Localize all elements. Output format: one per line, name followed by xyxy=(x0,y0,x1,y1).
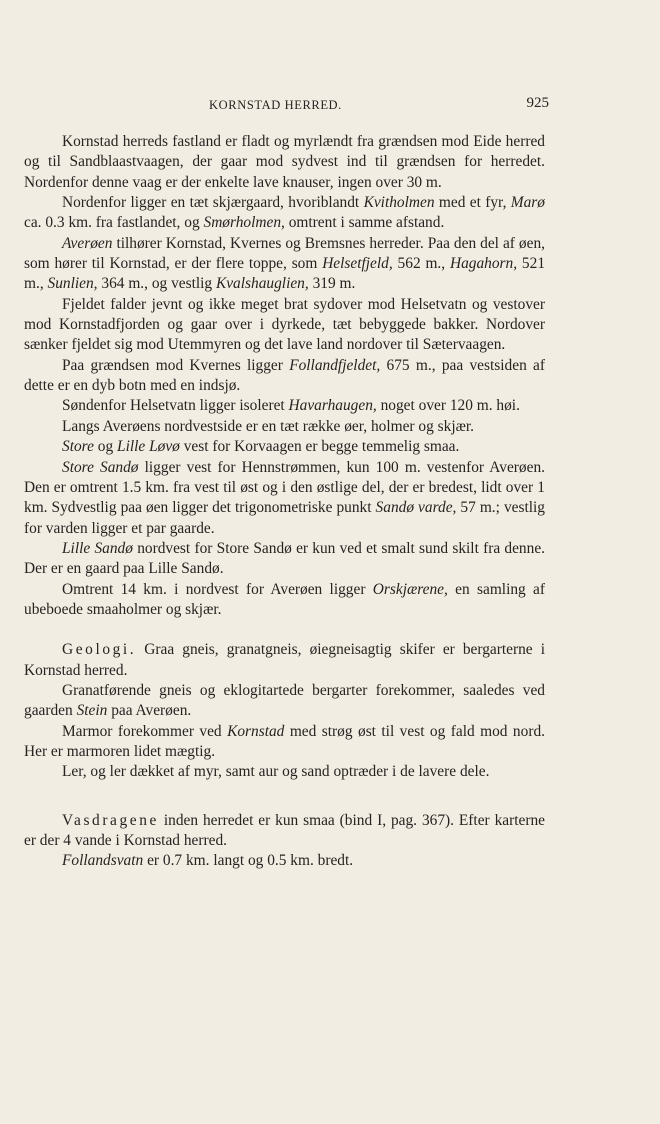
text-run: tilhører Kornstad, Kvernes og Bremsnes herreder. Paa den del af øen, som hører til Kornstad, er der flere toppe, som xyxy=(24,234,545,273)
text-run: 57 m.; vestlig for varden ligger et par gaarde. xyxy=(24,499,545,537)
text-run: Marmor forekommer ved xyxy=(62,722,228,740)
text-run: paa Averøen. xyxy=(107,702,192,720)
text-run: er 0.7 km. langt og 0.5 km. bredt. xyxy=(143,852,354,870)
section-heading: Vasdragene xyxy=(62,811,159,829)
section-spacer xyxy=(24,620,545,640)
text-run: 319 m. xyxy=(308,275,356,293)
paragraph-follandsvatn xyxy=(24,851,545,871)
place-name: Store Sandø xyxy=(62,458,139,476)
text-run: Nordenfor ligger en tæt skjærgaard, hvoriblandt xyxy=(62,194,364,212)
text-run: Søndenfor Helsetvatn ligger isoleret xyxy=(62,397,289,415)
place-name: Store xyxy=(62,438,94,456)
text-run: nordvest for Store Sandø er kun ved et smalt sund skilt fra denne. Der er en gaard paa Lille Sandø. xyxy=(24,539,546,578)
paragraph-store-sando xyxy=(24,458,545,539)
place-name: Sunlien, xyxy=(47,275,98,293)
text-run: 562 m., xyxy=(392,255,450,273)
text-run: Granatførende gneis og eklogitartede bergarter forekommer, saaledes ved gaarden xyxy=(24,681,545,720)
text-run: med strøg øst til vest og fald mod nord. Her er marmoren lidet mægtig. xyxy=(24,722,545,760)
running-header xyxy=(209,95,549,113)
paragraph-love xyxy=(24,437,545,457)
paragraph-averoen xyxy=(24,234,545,295)
place-name: Helsetfjeld, xyxy=(322,255,393,273)
paragraph-skjaergaard xyxy=(24,193,545,234)
text-run: 675 m., paa vestsiden af dette er en dyb botn med en indsjø. xyxy=(24,356,545,395)
place-name: Hagahorn, xyxy=(449,255,518,273)
paragraph-fastland: Kornstad herreds fastland er fladt og myrlændt fra grændsen mod Eide herred og til Sandblaastvaagen, der gaar mod sydvest ind til grændsen for herredet. Nordenfor denne vaag er der enkelte lave knauser, ingen over 30 m. xyxy=(24,133,545,191)
text-run: Paa grændsen mod Kvernes ligger xyxy=(62,356,290,374)
text-run: ca. 0.3 km. fra fastlandet, og xyxy=(24,214,204,232)
paragraph-marmor xyxy=(24,722,545,763)
place-name: Kvitholmen xyxy=(363,194,435,212)
place-name: Stein xyxy=(76,702,108,720)
section-spacer xyxy=(24,783,545,811)
text-run: noget over 120 m. høi. xyxy=(376,397,520,415)
place-name: Smørholmen, xyxy=(203,214,285,232)
place-name: Averøen xyxy=(62,234,113,252)
body-text xyxy=(24,132,545,872)
page-number: 925 xyxy=(526,95,549,111)
place-name: Lille Løvø xyxy=(117,438,180,456)
place-name: Kornstad xyxy=(227,722,285,740)
paragraph-ler: Ler, og ler dækket af myr, samt aur og sand optræder i de lavere dele. xyxy=(62,763,490,781)
place-name: Orskjærene, xyxy=(372,580,448,598)
place-name: Sandø varde, xyxy=(375,499,457,517)
text-run: 364 m., og vestlig xyxy=(97,275,216,293)
text-run: en samling af ubeboede smaaholmer og skjær. xyxy=(24,580,545,618)
text-run: Graa gneis, granatgneis, øiegneisagtig skifer er bergarterne i Kornstad herred. xyxy=(24,641,545,679)
text-run: Omtrent 14 km. i nordvest for Averøen ligger xyxy=(62,580,373,598)
paragraph-fjeldet: Fjeldet falder jevnt og ikke meget brat sydover mod Helsetvatn og vestover mod Kornstadfjorden og gaar over i dyrkede, tæt bebyggede bakker. Nordover sænker fjeldet sig mod Utemmyren og det lave land nordover til Sætervaagen. xyxy=(24,295,545,354)
paragraph-geologi xyxy=(24,640,545,681)
paragraph-follandfjeldet xyxy=(24,356,545,397)
text-run: omtrent i samme afstand. xyxy=(284,214,445,232)
text-run: med et fyr, xyxy=(434,194,511,212)
place-name: Follandsvatn xyxy=(62,852,144,870)
text-run: 521 m., xyxy=(24,255,546,293)
text-run: vest for Korvaagen er begge temmelig smaa. xyxy=(179,438,460,456)
paragraph-vasdragene xyxy=(24,811,545,852)
text-run: og xyxy=(93,438,118,456)
place-name: Follandfjeldet, xyxy=(289,356,381,374)
running-title: KORNSTAD HERRED. xyxy=(209,98,342,112)
paragraph-havarhaugen xyxy=(24,396,545,416)
paragraph-nordvestside: Langs Averøens nordvestside er en tæt række øer, holmer og skjær. xyxy=(62,417,474,435)
section-heading: Geologi. xyxy=(62,641,137,659)
place-name: Havarhaugen, xyxy=(288,397,377,415)
text-run: ligger vest for Hennstrømmen, kun 100 m. vestenfor Averøen. Den er omtrent 1.5 km. fra vest til øst og i den østlige del, der er bredest, lidt over 1 km. Sydvestlig paa øen ligger det trigonometriske punkt xyxy=(24,458,545,517)
text-run: inden herredet er kun smaa (bind I, pag. 367). Efter karterne er der 4 vande i Kornstad herred. xyxy=(24,811,545,849)
paragraph-orskjaerene xyxy=(24,580,545,621)
paragraph-lille-sando xyxy=(24,539,545,580)
place-name: Kvalshauglien, xyxy=(215,275,309,293)
paragraph-granatforende xyxy=(24,681,545,722)
place-name: Marø xyxy=(510,194,545,212)
place-name: Lille Sandø xyxy=(62,539,133,557)
